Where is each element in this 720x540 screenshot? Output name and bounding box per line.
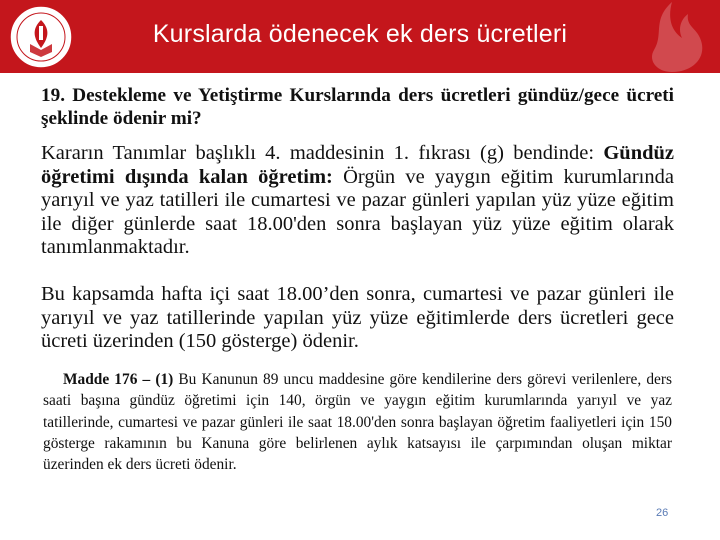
definition-paragraph [41, 142, 674, 260]
definition-intro: Kararın Tanımlar başlıklı 4. maddesinin 1. fıkrası (g) bendinde: [41, 142, 604, 164]
slide-title: Kurslarda ödenecek ek ders ücretleri [152, 20, 568, 48]
slide-header [0, 0, 720, 73]
scope-paragraph: Bu kapsamda hafta içi saat 18.00’den sonra, cumartesi ve pazar günleri ile yarıyıl ve yaz tatillerinde yapılan yüz yüze eğitimlerde ders ücretleri gece ücreti üzerinden (150 gösterge) ödenir. [41, 283, 674, 353]
definition-term: Gündüz öğretimi dışında kalan öğretim: [41, 142, 674, 188]
page-number: 26 [656, 507, 669, 519]
flame-watermark-icon [612, 0, 720, 73]
question-heading: 19. Destekleme ve Yetiştirme Kurslarında ders ücretleri gündüz/gece ücreti şeklinde ödenir mi? [41, 85, 674, 129]
law-quote [43, 369, 672, 475]
definition-text: Örgün ve yaygın eğitim kurumlarında yarıyıl ve yaz tatilleri ile cumartesi ve pazar günleri yapılan yüz yüze eğitim ile diğer günlerde saat 18.00'den sonra başlayan yüz yüze eğitim olarak tanımlanmaktadır. [41, 165, 674, 259]
law-article-lead: Madde 176 – (1) [63, 371, 174, 388]
law-article-text: Bu Kanunun 89 uncu maddesine göre kendilerine ders görevi verilenlere, ders saati başına gündüz öğretimi için 140, örgün ve yaygın eğitim kurumlarında yarıyıl ve yaz tatillerinde, cumartesi ve pazar günleri ile saat 18.00'den sonra başlayan öğretim faaliyetleri için 150 gösterge rakamının bu Kanuna göre belirlenen aylık katsayısı ile çarpımından oluşan miktar üzerinden ek ders ücreti ödenir. [43, 371, 672, 474]
